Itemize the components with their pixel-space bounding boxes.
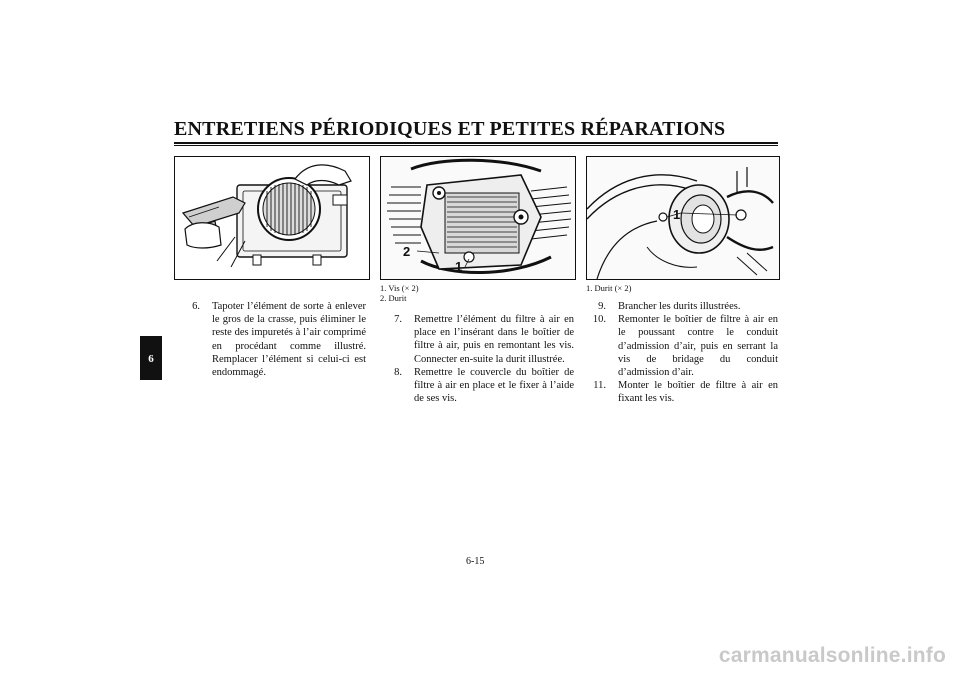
step-number: 11. [593, 380, 606, 392]
step-text: Monter le boîtier de filtre à air en fixant les vis. [618, 380, 778, 405]
caption-middle-1: 1. Vis (× 2) [380, 283, 419, 293]
page-number: 6-15 [466, 556, 485, 567]
figure-air-filter-install [380, 156, 576, 280]
steps-right [586, 300, 778, 406]
watermark: carmanualsonline.info [718, 644, 946, 667]
step-text: Tapoter l’élément de sorte à enlever le gros de la crasse, puis éliminer le reste des impuretés à l’air comprimé en procédant comme illustré. Remplacer l’élément si celui-ci est endommagé. [212, 301, 366, 379]
figure-intake-duct [586, 156, 780, 280]
step-number: 10. [592, 314, 606, 326]
step-item [382, 366, 574, 406]
page-title: ENTRETIENS PÉRIODIQUES ET PETITES RÉPARATIONS [174, 118, 726, 140]
step-item [180, 300, 366, 379]
figure-air-filter-cleaning [174, 156, 370, 280]
step-item [586, 379, 778, 405]
step-number: 8. [394, 366, 402, 378]
step-number: 7. [394, 314, 402, 325]
step-text: Remettre le couvercle du boîtier de filtre à air en place et le fixer à l’aide de ses vis. [414, 366, 574, 405]
step-item [586, 313, 778, 379]
step-item [586, 300, 778, 313]
intake-duct-illustration [587, 157, 779, 279]
title-rule [174, 142, 778, 144]
air-filter-install-illustration [381, 157, 575, 279]
callout-2: 2 [403, 244, 411, 259]
steps-left [180, 300, 366, 379]
step-item [382, 313, 574, 366]
step-number: 9. [598, 301, 606, 312]
step-number: 6. [192, 301, 200, 312]
steps-middle [382, 313, 574, 405]
title-rule-thin [174, 145, 778, 146]
air-filter-cleaning-illustration [175, 157, 369, 279]
step-text: Remonter le boîtier de filtre à air en le poussant contre le conduit d’admission d’air, puis en serrant la vis de bridage du conduit d’admission d’air. [618, 314, 778, 379]
caption-middle-2: 2. Durit [380, 293, 407, 303]
step-text: Remettre l’élément du filtre à air en place en l’insérant dans le boîtier de filtre à air, puis en remontant les vis. Connecter en-suite la durit illustrée. [414, 314, 574, 365]
callout-1: 1 [455, 259, 463, 274]
caption-right-1: 1. Durit (× 2) [586, 283, 632, 293]
chapter-tab: 6 [140, 336, 162, 380]
callout-1: 1 [673, 207, 681, 222]
step-text: Brancher les durits illustrées. [618, 301, 741, 312]
